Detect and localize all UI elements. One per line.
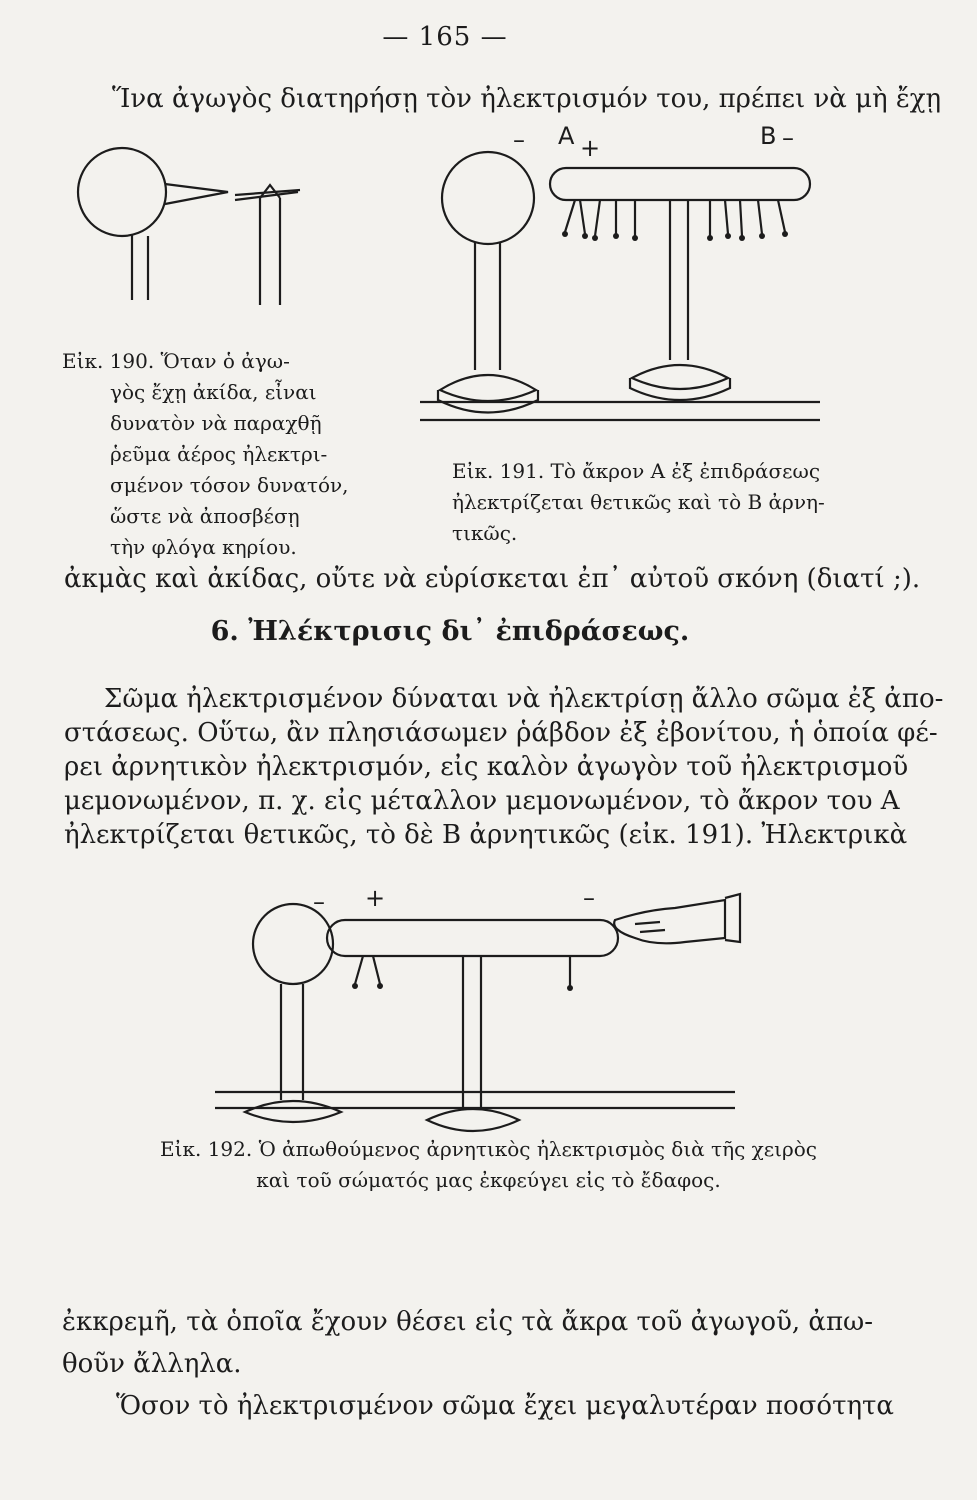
paragraph-line: Σῶμα ἠλεκτρισμένον δύναται νὰ ἠλεκτρίσῃ ἄλλο σῶμα ἐξ ἀπο- bbox=[104, 684, 944, 714]
figure-191 bbox=[420, 120, 840, 450]
figure-191-label-b: B bbox=[760, 122, 777, 150]
figure-192-label-plus: + bbox=[365, 884, 386, 912]
caption-line: τὴν φλόγα κηρίου. bbox=[110, 535, 297, 559]
text-line: Ὅσον τὸ ἠλεκτρισμένον σῶμα ἔχει μεγαλυτέραν ποσότητα bbox=[116, 1391, 894, 1421]
figure-192-label-minus-left: – bbox=[313, 888, 325, 916]
caption-line: τικῶς. bbox=[452, 521, 518, 545]
text-line-after-figures: ἀκμὰς καὶ ἀκίδας, οὔτε νὰ εὑρίσκεται ἐπ᾽ αὐτοῦ σκόνη (διατί ;). bbox=[64, 564, 921, 594]
caption-line: ἠλεκτρίζεται θετικῶς καὶ τὸ B ἀρνη- bbox=[452, 490, 825, 514]
paragraph-line: στάσεως. Οὕτω, ἂν πλησιάσωμεν ῥάβδον ἐξ ἐβονίτου, ἡ ὁποία φέ- bbox=[64, 718, 938, 748]
caption-line: γὸς ἔχῃ ἀκίδα, εἶναι bbox=[110, 380, 317, 404]
figure-192-label-minus-right: – bbox=[583, 884, 595, 912]
section-heading: 6. Ἠλέκτρισις δι᾽ ἐπιδράσεως. bbox=[210, 616, 690, 647]
caption-line: σμένον τόσον δυνατόν, bbox=[110, 473, 349, 497]
caption-line: δυνατὸν νὰ παραχθῇ bbox=[110, 411, 322, 435]
figure-191-caption bbox=[452, 456, 825, 549]
paragraph-line: μεμονωμένον, π. χ. εἰς μέταλλον μεμονωμένον, τὸ ἄκρον του A bbox=[64, 786, 900, 816]
hand-illustration bbox=[614, 894, 740, 943]
paragraph-line: ρει ἀρνητικὸν ἠλεκτρισμόν, εἰς καλὸν ἀγωγὸν τοῦ ἠλεκτρισμοῦ bbox=[64, 752, 909, 782]
text-line: ἐκκρεμῆ, τὰ ὁποῖα ἔχουν θέσει εἰς τὰ ἄκρα τοῦ ἀγωγοῦ, ἀπω- bbox=[62, 1307, 874, 1337]
main-paragraph bbox=[64, 682, 944, 852]
figure-191-label-minus-right: – bbox=[782, 124, 794, 152]
caption-line: καὶ τοῦ σώματός μας ἐκφεύγει εἰς τὸ ἔδαφος. bbox=[256, 1168, 721, 1192]
text-line: θοῦν ἄλληλα. bbox=[62, 1349, 242, 1379]
figure-191-label-minus-left: – bbox=[513, 126, 525, 154]
figure-191-label-a: A bbox=[558, 122, 575, 150]
figure-190-caption bbox=[62, 346, 349, 563]
caption-line: Εἰκ. 190. Ὅταν ὁ ἀγω- bbox=[62, 349, 290, 373]
caption-line: ῥεῦμα ἀέρος ἠλεκτρι- bbox=[110, 442, 328, 466]
figure-192-caption bbox=[0, 1134, 977, 1196]
bottom-text bbox=[62, 1305, 894, 1423]
pendulums bbox=[562, 200, 788, 241]
caption-line: Εἰκ. 192. Ὁ ἀπωθούμενος ἀρνητικὸς ἠλεκτρισμὸς διὰ τῆς χειρὸς bbox=[160, 1137, 817, 1161]
figure-191-label-plus: + bbox=[580, 134, 601, 162]
text-line-top: Ἵνα ἀγωγὸς διατηρήσῃ τὸν ἠλεκτρισμόν του, πρέπει νὰ μὴ ἔχῃ bbox=[112, 84, 942, 114]
caption-line: Εἰκ. 191. Τὸ ἄκρον A ἐξ ἐπιδράσεως bbox=[452, 459, 821, 483]
page-number: — 165 — bbox=[382, 22, 508, 52]
figure-190 bbox=[70, 140, 330, 310]
paragraph-line: ἠλεκτρίζεται θετικῶς, τὸ δὲ B ἀρνητικῶς (εἰκ. 191). Ἠλεκτρικὰ bbox=[64, 820, 908, 850]
figure-192 bbox=[215, 880, 745, 1140]
caption-line: ὥστε νὰ ἀποσβέσῃ bbox=[110, 504, 300, 528]
